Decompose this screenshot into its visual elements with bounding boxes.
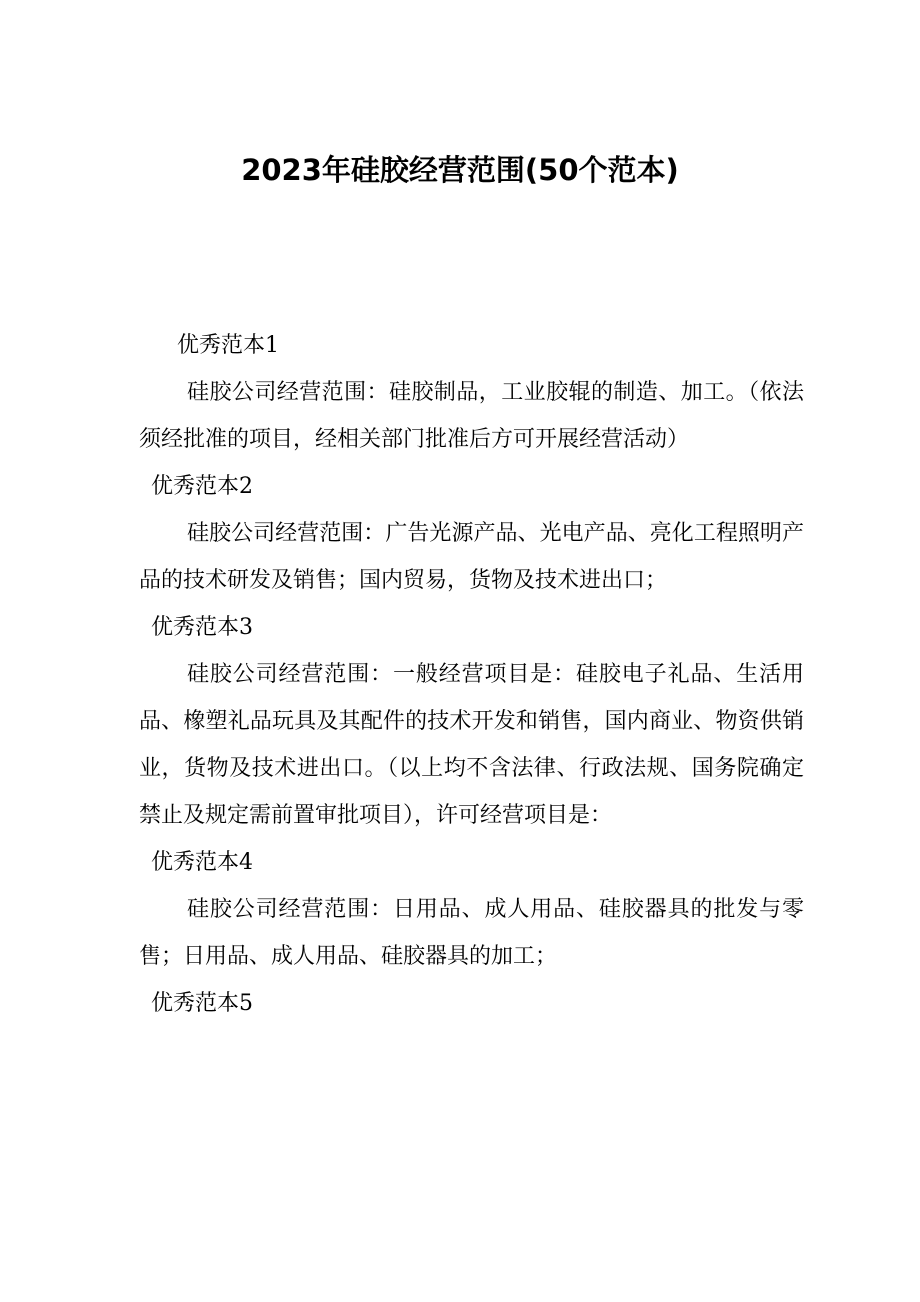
section-heading-3: 优秀范本3 [151,615,253,640]
document-body [139,322,804,1027]
section-text-4: 硅胶公司经营范围：日用品、成人用品、硅胶器具的批发与零售；日用品、成人用品、硅胶器具的加工； [139,897,804,969]
section-text-3: 硅胶公司经营范围：一般经营项目是：硅胶电子礼品、生活用品、橡塑礼品玩具及其配件的技术开发和销售，国内商业、物资供销业，货物及技术进出口。（以上均不含法律、行政法规、国务院确定禁止及规定需前置审批项目），许可经营项目是： [139,662,804,828]
section-heading-2: 优秀范本2 [151,474,253,499]
section-heading-4: 优秀范本4 [151,850,253,875]
section-text-2: 硅胶公司经营范围：广告光源产品、光电产品、亮化工程照明产品的技术研发及销售；国内贸易，货物及技术进出口； [139,521,804,593]
section-heading-5: 优秀范本5 [151,991,253,1016]
document-title: 2023年硅胶经营范围(50个范本) [241,153,679,187]
section-text-1: 硅胶公司经营范围：硅胶制品，工业胶辊的制造、加工。（依法须经批准的项目，经相关部门批准后方可开展经营活动） [139,380,804,452]
section-heading-1: 优秀范本1 [177,333,279,358]
